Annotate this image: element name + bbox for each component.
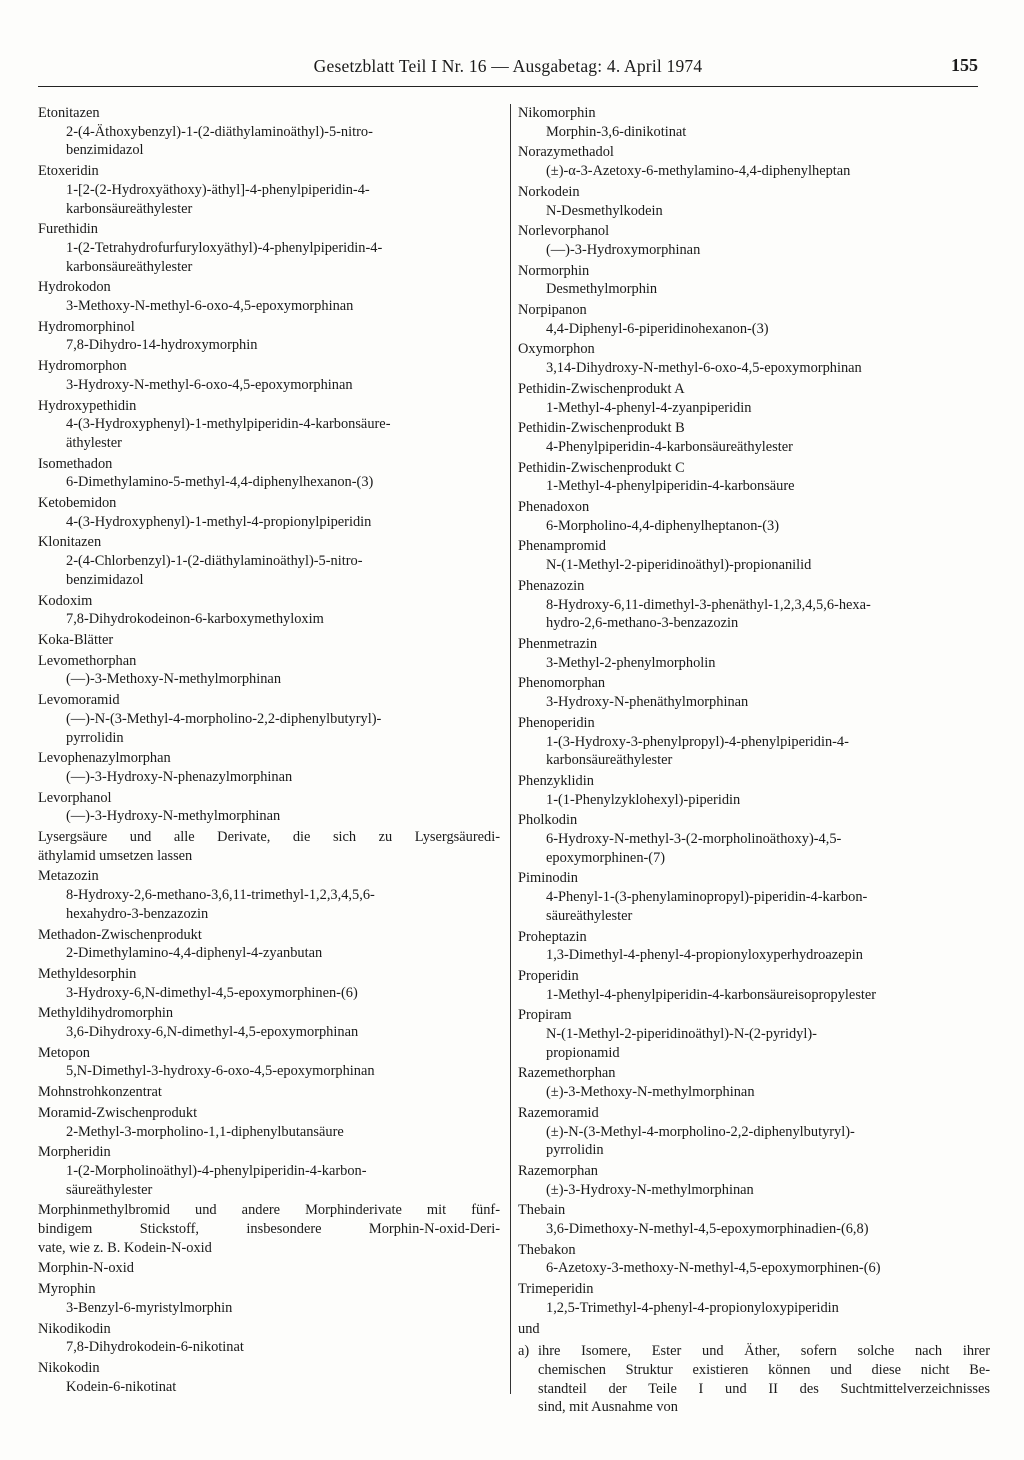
substance-name: Etoxeridin (38, 163, 99, 180)
substance-name: Pethidin-Zwischenprodukt B (518, 420, 685, 437)
substance-name: Moramid-Zwischenprodukt (38, 1104, 198, 1121)
page-header (38, 56, 978, 87)
substance-entry (38, 592, 500, 629)
substance-entry (38, 1104, 500, 1141)
substance-entry (38, 926, 500, 963)
chemical-definition: 1-(3-Hydroxy-3-phenylpropyl)-4-phenylpiperidin-4- (546, 733, 849, 750)
chemical-definition: (—)-3-Hydroxy-N-methylmorphinan (66, 808, 281, 825)
substance-name: Oxymorphon (518, 341, 595, 358)
substance-entry (38, 318, 500, 355)
substance-name: Phenmetrazin (518, 635, 598, 652)
chemical-definition: 2-Dimethylamino-4,4-diphenyl-4-zyanbutan (66, 945, 323, 962)
substance-entry (38, 1044, 500, 1081)
substance-entry (518, 635, 990, 672)
chemical-definition: 3-Hydroxy-6,N-dimethyl-4,5-epoxymorphinen-(6) (66, 984, 358, 1001)
substance-entry (518, 674, 990, 711)
substance-name: Pethidin-Zwischenprodukt C (518, 459, 685, 476)
chemical-definition: 4-(3-Hydroxyphenyl)-1-methylpiperidin-4-karbonsäure- (66, 416, 391, 433)
substance-entry (518, 811, 990, 867)
substance-name: Koka-Blätter (38, 631, 114, 648)
chemical-definition: 8-Hydroxy-6,11-dimethyl-3-phenäthyl-1,2,3,4,5,6-hexa- (546, 596, 871, 613)
chemical-definition: 6-Hydroxy-N-methyl-3-(2-morpholinoäthoxy)-4,5- (546, 831, 842, 848)
substance-entry (38, 1359, 500, 1396)
substance-name: Propiram (518, 1007, 572, 1024)
substance-entry (518, 419, 990, 456)
chemical-definition: Desmethylmorphin (546, 281, 658, 298)
substance-entry (38, 652, 500, 689)
chemical-definition: 3,6-Dihydroxy-6,N-dimethyl-4,5-epoxymorphinan (66, 1024, 359, 1041)
substance-entry (38, 1004, 500, 1041)
substance-name: Morpheridin (38, 1144, 111, 1161)
page-title: Gesetzblatt Teil I Nr. 16 — Ausgabetag: 4. April 1974 (313, 56, 703, 76)
substance-entry (38, 494, 500, 531)
substance-name: Nikomorphin (518, 105, 596, 121)
chemical-definition: epoxymorphinen-(7) (546, 849, 666, 866)
substance-entry (38, 1280, 500, 1317)
substance-name: Norazymethadol (518, 144, 614, 161)
substance-entry (38, 278, 500, 315)
substance-name: Razemethorphan (518, 1065, 616, 1082)
chemical-definition: 3-Hydroxy-N-methyl-6-oxo-4,5-epoxymorphinan (66, 376, 353, 393)
chemical-definition: propionamid (546, 1044, 620, 1061)
right-entries (518, 104, 990, 1318)
chemical-definition: 1-(1-Phenylzyklohexyl)-piperidin (546, 791, 741, 808)
substance-name: Norkodein (518, 183, 580, 200)
chemical-definition: (±)-N-(3-Methyl-4-morpholino-2,2-diphenylbutyryl)- (546, 1123, 855, 1140)
chemical-definition: (±)-3-Methoxy-N-methylmorphinan (546, 1084, 755, 1101)
closing-und: und (518, 1320, 540, 1337)
chemical-definition: 1-Methyl-4-phenylpiperidin-4-karbonsäure (546, 478, 795, 495)
chemical-definition: (—)-N-(3-Methyl-4-morpholino-2,2-diphenylbutyryl)- (66, 710, 382, 727)
substance-entry (518, 537, 990, 574)
substance-entry (518, 1064, 990, 1101)
chemical-definition: (—)-3-Hydroxymorphinan (546, 241, 701, 258)
substance-entry (38, 1201, 500, 1257)
chemical-definition: 2-(4-Äthoxybenzyl)-1-(2-diäthylaminoäthyl)-5-nitro- (66, 123, 373, 140)
paragraph-line: bindigem Stickstoff, insbesondere Morphin-N-oxid-Deri- (38, 1221, 500, 1238)
substance-name: Morphin-N-oxid (38, 1260, 134, 1277)
chemical-definition: Morphin-3,6-dinikotinat (546, 123, 687, 140)
chemical-definition: 3,6-Dimethoxy-N-methyl-4,5-epoxymorphinadien-(6,8) (546, 1221, 869, 1238)
substance-entry (518, 262, 990, 299)
right-column (518, 104, 990, 1417)
chemical-definition: (±)-3-Hydroxy-N-methylmorphinan (546, 1181, 754, 1198)
item-a-line: ihre Isomere, Ester und Äther, sofern solche nach ihrer (538, 1343, 990, 1360)
chemical-definition: 1-(2-Tetrahydrofurfuryloxyäthyl)-4-phenylpiperidin-4- (66, 239, 383, 256)
substance-name: Trimeperidin (518, 1281, 594, 1298)
paragraph-line: äthylamid umsetzen lassen (38, 847, 193, 864)
substance-name: Hydroxypethidin (38, 397, 137, 414)
substance-name: Nikodikodin (38, 1320, 111, 1337)
substance-name: Etonitazen (38, 105, 100, 121)
substance-entry (518, 1241, 990, 1278)
chemical-definition: 3-Hydroxy-N-phenäthylmorphinan (546, 694, 749, 711)
substance-entry (38, 631, 500, 650)
chemical-definition: 7,8-Dihydrokodein-6-nikotinat (66, 1339, 244, 1356)
item-a-label: a) (518, 1343, 530, 1360)
chemical-definition: 7,8-Dihydrokodeinon-6-karboxymethyloxim (66, 611, 324, 628)
chemical-definition: äthylester (66, 434, 122, 451)
substance-entry (518, 1162, 990, 1199)
closing-item-a (518, 1342, 990, 1417)
chemical-definition: säureäthylester (546, 907, 633, 924)
chemical-definition: 1-Methyl-4-phenylpiperidin-4-karbonsäureisopropylester (546, 986, 877, 1003)
chemical-definition: hydro-2,6-methano-3-benzazozin (546, 615, 739, 632)
substance-name: Isomethadon (38, 455, 113, 472)
substance-name: Properidin (518, 967, 579, 984)
column-divider (510, 104, 511, 1394)
chemical-definition: 8-Hydroxy-2,6-methano-3,6,11-trimethyl-1,2,3,4,5,6- (66, 887, 375, 904)
substance-entry (38, 867, 500, 923)
chemical-definition: 3-Methoxy-N-methyl-6-oxo-4,5-epoxymorphinan (66, 298, 354, 315)
chemical-definition: 4-Phenylpiperidin-4-karbonsäureäthylester (546, 438, 793, 455)
substance-name: Levophenazylmorphan (38, 750, 171, 767)
substance-entry (38, 162, 500, 218)
substance-name: Methadon-Zwischenprodukt (38, 926, 202, 943)
substance-entry (518, 772, 990, 809)
substance-entry (518, 1280, 990, 1317)
substance-entry (38, 104, 500, 160)
chemical-definition: 6-Dimethylamino-5-methyl-4,4-diphenylhexanon-(3) (66, 474, 374, 491)
item-a-line: sind, mit Ausnahme von (538, 1399, 678, 1416)
chemical-definition: karbonsäureäthylester (66, 200, 193, 217)
chemical-definition: 3-Benzyl-6-myristylmorphin (66, 1299, 233, 1316)
substance-entry (38, 357, 500, 394)
substance-entry (518, 1201, 990, 1238)
substance-entry (518, 1104, 990, 1160)
substance-name: Phenomorphan (518, 675, 606, 692)
substance-entry (518, 714, 990, 770)
substance-name: Metopon (38, 1044, 90, 1061)
chemical-definition: 4,4-Diphenyl-6-piperidinohexanon-(3) (546, 320, 769, 337)
substance-name: Levomoramid (38, 692, 120, 709)
substance-name: Levorphanol (38, 789, 112, 806)
substance-name: Norlevorphanol (518, 223, 610, 240)
substance-name: Phenzyklidin (518, 772, 594, 789)
chemical-definition: (—)-3-Methoxy-N-methylmorphinan (66, 671, 282, 688)
chemical-definition: hexahydro-3-benzazozin (66, 905, 209, 922)
substance-entry (38, 1320, 500, 1357)
chemical-definition: Kodein-6-nikotinat (66, 1378, 177, 1395)
page-number: 155 (951, 55, 978, 75)
substance-entry (518, 498, 990, 535)
chemical-definition: benzimidazol (66, 571, 144, 588)
substance-name: Hydrokodon (38, 279, 111, 296)
chemical-definition: benzimidazol (66, 142, 144, 159)
chemical-definition: 1,2,5-Trimethyl-4-phenyl-4-propionyloxypiperidin (546, 1299, 839, 1316)
substance-entry (38, 749, 500, 786)
substance-name: Levomethorphan (38, 652, 137, 669)
substance-entry (38, 1143, 500, 1199)
substance-name: Thebakon (518, 1241, 576, 1258)
chemical-definition: 3-Methyl-2-phenylmorpholin (546, 654, 716, 671)
substance-entry (38, 965, 500, 1002)
substance-entry (518, 380, 990, 417)
substance-name: Nikokodin (38, 1360, 100, 1376)
substance-name: Methyldesorphin (38, 965, 137, 982)
substance-name: Klonitazen (38, 534, 102, 551)
chemical-definition: karbonsäureäthylester (66, 258, 193, 275)
substance-name: Methyldihydromorphin (38, 1005, 174, 1022)
substance-name: Hydromorphon (38, 358, 127, 375)
substance-entry (518, 577, 990, 633)
substance-entry (518, 967, 990, 1004)
item-a-line: standteil der Teile I und II des Suchtmittelverzeichnisses (538, 1380, 990, 1397)
substance-entry (518, 301, 990, 338)
chemical-definition: 3,14-Dihydroxy-N-methyl-6-oxo-4,5-epoxymorphinan (546, 360, 862, 377)
substance-entry (38, 789, 500, 826)
substance-name: Kodoxim (38, 592, 93, 609)
substance-entry (38, 691, 500, 747)
substance-name: Pethidin-Zwischenprodukt A (518, 380, 685, 397)
chemical-definition: pyrrolidin (66, 729, 124, 746)
substance-entry (518, 143, 990, 180)
substance-entry (38, 828, 500, 865)
substance-name: Metazozin (38, 868, 99, 885)
chemical-definition: 7,8-Dihydro-14-hydroxymorphin (66, 337, 258, 354)
substance-name: Norpipanon (518, 302, 587, 319)
substance-entry (518, 340, 990, 377)
chemical-definition: 2-Methyl-3-morpholino-1,1-diphenylbutansäure (66, 1123, 344, 1140)
substance-entry (38, 397, 500, 453)
substance-entry (38, 220, 500, 276)
chemical-definition: 1-[2-(2-Hydroxyäthoxy)-äthyl]-4-phenylpiperidin-4- (66, 181, 370, 198)
substance-name: Ketobemidon (38, 495, 117, 512)
chemical-definition: 2-(4-Chlorbenzyl)-1-(2-diäthylaminoäthyl)-5-nitro- (66, 553, 363, 570)
substance-name: Phenadoxon (518, 499, 590, 516)
item-a-body (538, 1342, 990, 1417)
substance-name: Myrophin (38, 1281, 96, 1298)
item-a-line: chemischen Struktur existieren können und diese nicht Be- (538, 1362, 990, 1378)
substance-entry (518, 183, 990, 220)
paragraph-line: Lysergsäure und alle Derivate, die sich zu Lysergsäuredi- (38, 829, 500, 846)
substance-name: Thebain (518, 1202, 566, 1219)
substance-name: Pholkodin (518, 812, 578, 829)
substance-entry (518, 1006, 990, 1062)
chemical-definition: säureäthylester (66, 1181, 153, 1198)
chemical-definition: 1,3-Dimethyl-4-phenyl-4-propionyloxyperhydroazepin (546, 947, 863, 964)
chemical-definition: 4-(3-Hydroxyphenyl)-1-methyl-4-propionylpiperidin (66, 513, 372, 530)
substance-entry (518, 104, 990, 141)
substance-entry (38, 533, 500, 589)
substance-entry (518, 222, 990, 259)
chemical-definition: N-(1-Methyl-2-piperidinoäthyl)-N-(2-pyridyl)- (546, 1026, 817, 1043)
chemical-definition: (±)-α-3-Azetoxy-6-methylamino-4,4-diphenylheptan (546, 163, 851, 180)
substance-name: Piminodin (518, 870, 578, 887)
chemical-definition: 5,N-Dimethyl-3-hydroxy-6-oxo-4,5-epoxymorphinan (66, 1063, 375, 1080)
chemical-definition: N-(1-Methyl-2-piperidinoäthyl)-propionanilid (546, 557, 812, 574)
substance-entry (38, 1083, 500, 1102)
chemical-definition: 6-Azetoxy-3-methoxy-N-methyl-4,5-epoxymorphinen-(6) (546, 1260, 881, 1277)
substance-name: Razemorphan (518, 1162, 598, 1179)
substance-name: Phenazozin (518, 577, 585, 594)
substance-name: Proheptazin (518, 928, 587, 945)
substance-entry (38, 1259, 500, 1278)
chemical-definition: (—)-3-Hydroxy-N-phenazylmorphinan (66, 768, 293, 785)
substance-name: Phenoperidin (518, 714, 595, 731)
substance-name: Phenampromid (518, 538, 606, 555)
paragraph-line: vate, wie z. B. Kodein-N-oxid (38, 1239, 212, 1256)
substance-name: Normorphin (518, 262, 590, 279)
chemical-definition: N-Desmethylkodein (546, 202, 663, 219)
substance-entry (518, 869, 990, 925)
chemical-definition: pyrrolidin (546, 1142, 604, 1159)
substance-name: Furethidin (38, 221, 98, 238)
chemical-definition: 1-Methyl-4-phenyl-4-zyanpiperidin (546, 399, 752, 416)
substance-entry (518, 928, 990, 965)
substance-entry (38, 455, 500, 492)
substance-name: Hydromorphinol (38, 318, 135, 335)
left-column (38, 104, 500, 1398)
substance-name: Mohnstrohkonzentrat (38, 1084, 162, 1101)
paragraph-line: Morphinmethylbromid und andere Morphinderivate mit fünf- (38, 1202, 500, 1219)
chemical-definition: 4-Phenyl-1-(3-phenylaminopropyl)-piperidin-4-karbon- (546, 889, 868, 906)
substance-entry (518, 459, 990, 496)
chemical-definition: 1-(2-Morpholinoäthyl)-4-phenylpiperidin-4-karbon- (66, 1162, 367, 1179)
chemical-definition: 6-Morpholino-4,4-diphenylheptanon-(3) (546, 517, 779, 534)
substance-name: Razemoramid (518, 1104, 599, 1121)
chemical-definition: karbonsäureäthylester (546, 752, 673, 769)
